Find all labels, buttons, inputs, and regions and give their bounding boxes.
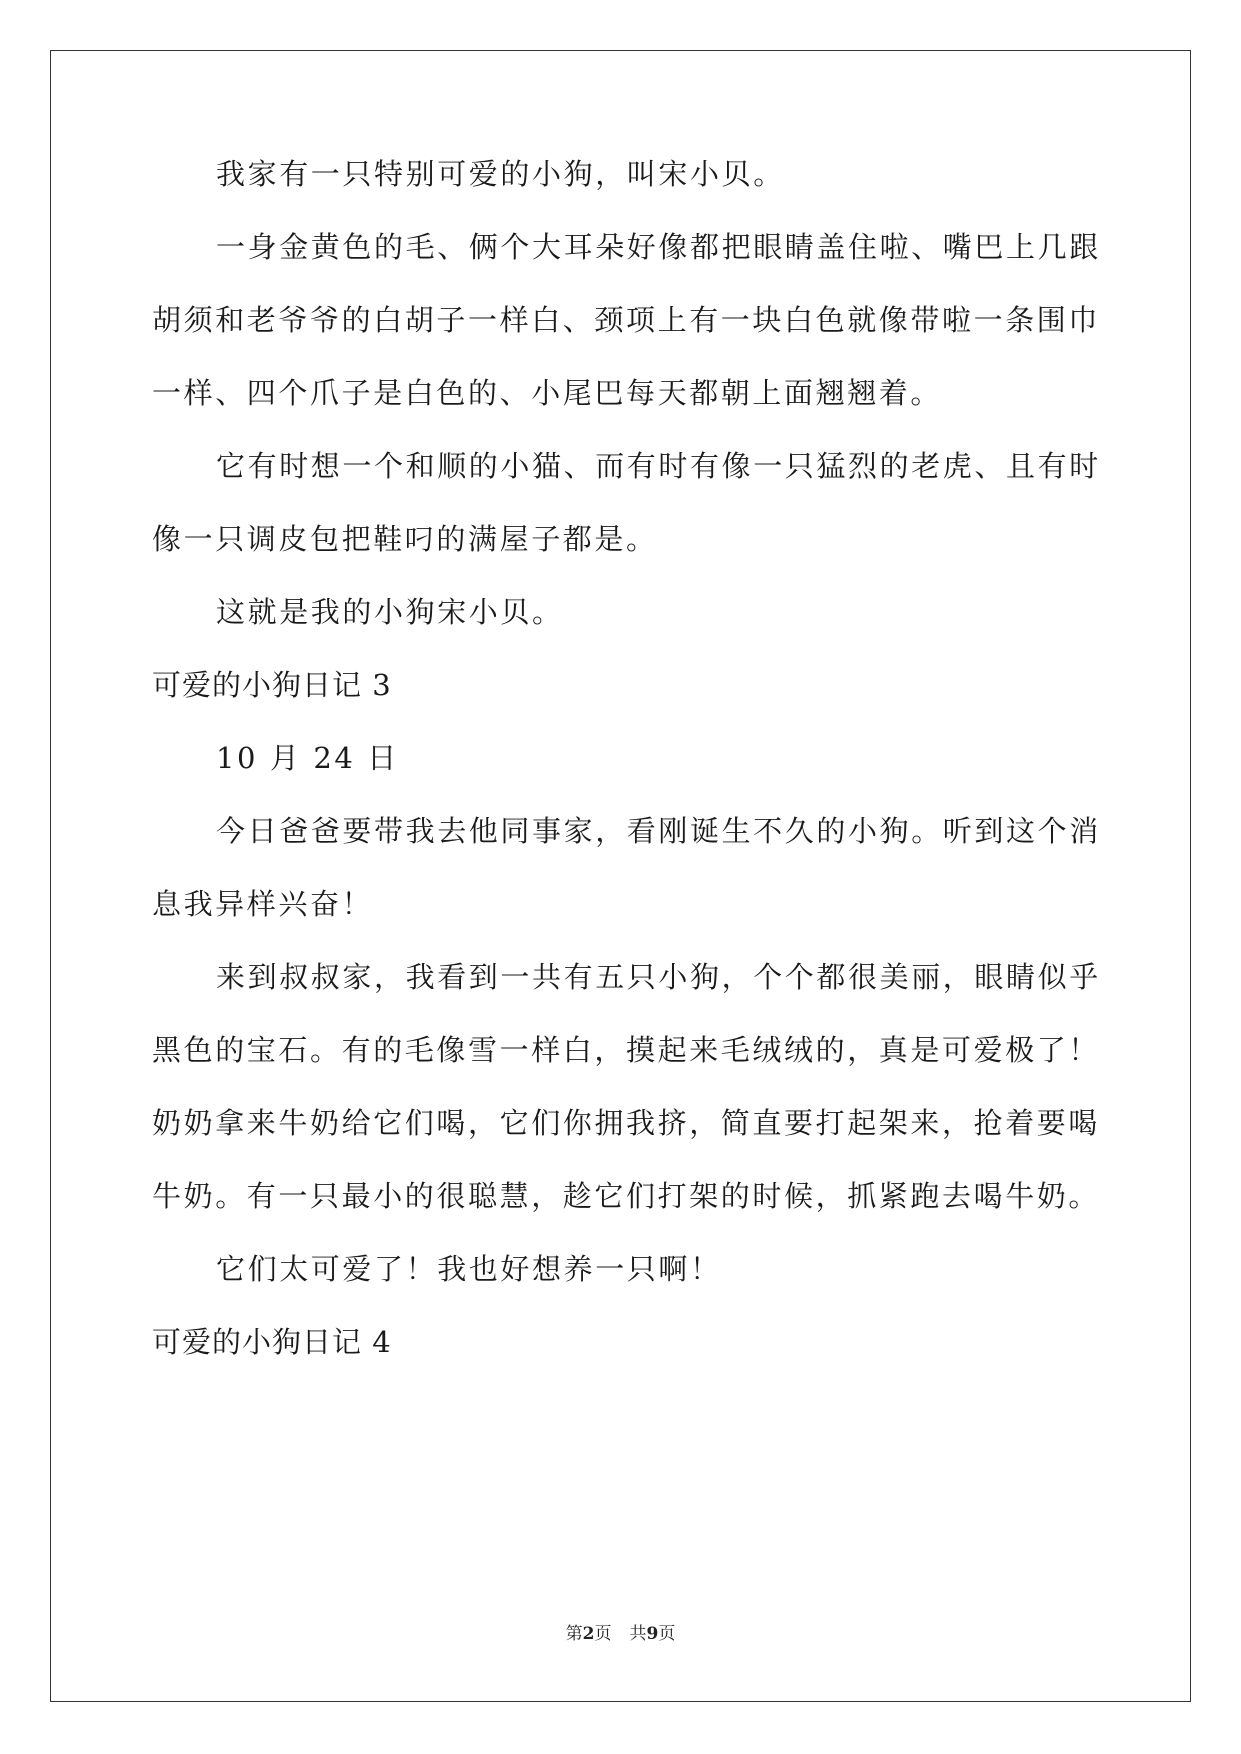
diary-date: 10 月 24 日 bbox=[216, 741, 399, 775]
paragraph-line: 像一只调皮包把鞋叼的满屋子都是。 bbox=[152, 522, 658, 556]
paragraph-line: 黑色的宝石。有的毛像雪一样白，摸起来毛绒绒的，真是可爱极了！ bbox=[152, 1033, 1101, 1067]
page-border bbox=[50, 50, 1191, 1702]
total-prefix: 共 bbox=[629, 1624, 647, 1644]
paragraph-line: 一样、四个爪子是白色的、小尾巴每天都朝上面翘翘着。 bbox=[152, 376, 943, 410]
paragraph-line: 这就是我的小狗宋小贝。 bbox=[216, 595, 564, 629]
total-pages: 9 bbox=[646, 1624, 659, 1644]
section-heading: 可爱的小狗日记 3 bbox=[152, 668, 392, 702]
paragraph-line: 来到叔叔家，我看到一共有五只小狗，个个都很美丽，眼睛似乎 bbox=[216, 960, 1101, 994]
paragraph-line: 它有时想一个和顺的小猫、而有时有像一只猛烈的老虎、且有时 bbox=[216, 449, 1101, 483]
paragraph-line: 今日爸爸要带我去他同事家，看刚诞生不久的小狗。听到这个消 bbox=[216, 814, 1101, 848]
page-footer bbox=[0, 1619, 1241, 1644]
paragraph-line: 胡须和老爷爷的白胡子一样白、颈项上有一块白色就像带啦一条围巾 bbox=[152, 303, 1101, 337]
paragraph-line: 它们太可爱了！我也好想养一只啊！ bbox=[216, 1252, 722, 1286]
paragraph-line: 息我异样兴奋！ bbox=[152, 887, 374, 921]
paragraph-line: 奶奶拿来牛奶给它们喝，它们你拥我挤，简直要打起架来，抢着要喝 bbox=[152, 1106, 1101, 1140]
paragraph-line: 我家有一只特别可爱的小狗，叫宋小贝。 bbox=[216, 157, 785, 191]
paragraph-line: 一身金黄色的毛、俩个大耳朵好像都把眼睛盖住啦、嘴巴上几跟 bbox=[216, 230, 1101, 264]
paragraph-line: 牛奶。有一只最小的很聪慧，趁它们打架的时候，抓紧跑去喝牛奶。 bbox=[152, 1179, 1101, 1213]
section-heading: 可爱的小狗日记 4 bbox=[152, 1325, 392, 1359]
page-suffix: 页 bbox=[594, 1624, 612, 1644]
page-number: 2 bbox=[582, 1624, 595, 1644]
total-suffix: 页 bbox=[658, 1624, 676, 1644]
page-prefix: 第 bbox=[565, 1624, 583, 1644]
